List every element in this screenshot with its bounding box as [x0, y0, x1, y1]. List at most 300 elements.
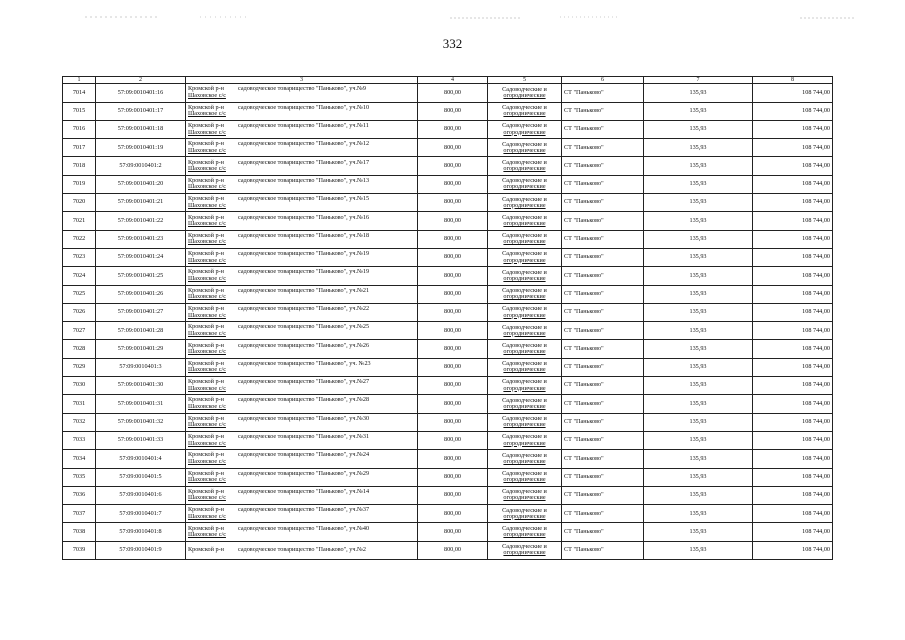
village-council: Шаховское с/с [188, 91, 226, 99]
owner: СТ "Паньково" [562, 120, 644, 138]
table-row [63, 322, 833, 340]
village-council: Шаховское с/с [188, 384, 226, 392]
specific-value: 135,93 [644, 395, 753, 413]
location-description: садоводческое товарищество "Паньково", уч.№15 [238, 195, 370, 203]
village-council: Шаховское с/с [188, 201, 226, 209]
land-use-line-2: огороднические [503, 549, 546, 557]
specific-value: 135,93 [644, 139, 753, 157]
location-cell [186, 303, 418, 321]
location-description: садоводческое товарищество "Паньково", уч.№22 [238, 305, 370, 312]
land-use-line-1: Садоводческие и [502, 524, 547, 532]
area: 800,00 [418, 248, 488, 266]
district: Кромской р-н [188, 396, 224, 404]
cadastral-value: 108 744,00 [753, 230, 833, 248]
village-council: Шаховское с/с [188, 110, 226, 118]
specific-value: 135,93 [644, 175, 753, 193]
row-number: 7034 [63, 450, 96, 468]
owner: СТ "Паньково" [562, 212, 644, 230]
cadastral-number: 57:09:0010401:21 [96, 194, 186, 212]
cadastral-value: 108 744,00 [753, 175, 833, 193]
table-row [63, 175, 833, 193]
location-cell [186, 157, 418, 175]
location-cell [186, 102, 418, 120]
column-number-row [63, 77, 833, 84]
cadastral-value: 108 744,00 [753, 267, 833, 285]
owner: СТ "Паньково" [562, 194, 644, 212]
district: Кромской р-н [188, 359, 224, 367]
owner: СТ "Паньково" [562, 139, 644, 157]
row-number: 7026 [63, 303, 96, 321]
village-council: Шаховское с/с [188, 531, 226, 539]
cadastral-value: 108 744,00 [753, 212, 833, 230]
village-council: Шаховское с/с [188, 220, 226, 228]
cadastral-value: 108 744,00 [753, 468, 833, 486]
owner: СТ "Паньково" [562, 230, 644, 248]
land-use-cell [488, 248, 562, 266]
cadastral-number: 57:09:0010401:30 [96, 377, 186, 395]
owner: СТ "Паньково" [562, 340, 644, 358]
village-council: Шаховское с/с [188, 421, 226, 429]
area: 800,00 [418, 486, 488, 504]
table-row [63, 541, 833, 559]
location-cell [186, 377, 418, 395]
table-row [63, 468, 833, 486]
land-use-line-2: огороднические [503, 201, 546, 209]
location-cell [186, 431, 418, 449]
owner: СТ "Паньково" [562, 303, 644, 321]
specific-value: 135,93 [644, 358, 753, 376]
land-use-line-1: Садоводческие и [502, 469, 547, 477]
land-use-line-2: огороднические [503, 91, 546, 99]
specific-value: 135,93 [644, 248, 753, 266]
location-description: садоводческое товарищество "Паньково", уч.№29 [238, 469, 370, 477]
row-number: 7035 [63, 468, 96, 486]
land-use-line-1: Садоводческие и [502, 177, 547, 185]
owner: СТ "Паньково" [562, 468, 644, 486]
location-cell [186, 358, 418, 376]
village-council: Шаховское с/с [188, 274, 226, 282]
table-row [63, 248, 833, 266]
village-council: Шаховское с/с [188, 457, 226, 465]
land-use-cell [488, 431, 562, 449]
table-row [63, 377, 833, 395]
area: 800,00 [418, 377, 488, 395]
table-row [63, 413, 833, 431]
district: Кромской р-н [188, 250, 224, 258]
location-description: садоводческое товарищество "Паньково", уч.№10 [238, 103, 370, 111]
cadastral-value: 108 744,00 [753, 84, 833, 102]
land-use-line-1: Садоводческие и [502, 451, 547, 459]
land-use-line-1: Садоводческие и [502, 506, 547, 514]
table-body [63, 84, 833, 560]
land-use-line-1: Садоводческие и [502, 122, 547, 130]
specific-value: 135,93 [644, 468, 753, 486]
location-description: садоводческое товарищество "Паньково", уч.№14 [238, 487, 370, 495]
location-cell [186, 139, 418, 157]
table-row [63, 303, 833, 321]
land-use-line-1: Садоводческие и [502, 341, 547, 349]
location-description: садоводческое товарищество "Паньково", уч.№19 [238, 250, 370, 258]
owner: СТ "Паньково" [562, 450, 644, 468]
cadastral-value: 108 744,00 [753, 395, 833, 413]
cadastral-number: 57:09:0010401:18 [96, 120, 186, 138]
land-use-line-2: огороднические [503, 183, 546, 191]
land-use-cell [488, 450, 562, 468]
specific-value: 135,93 [644, 431, 753, 449]
cadastral-number: 57:09:0010401:19 [96, 139, 186, 157]
cadastral-number: 57:09:0010401:25 [96, 267, 186, 285]
location-cell [186, 285, 418, 303]
table-row [63, 431, 833, 449]
land-use-line-2: огороднические [503, 274, 546, 282]
area: 800,00 [418, 212, 488, 230]
specific-value: 135,93 [644, 267, 753, 285]
cadastral-number: 57:09:0010401:24 [96, 248, 186, 266]
land-use-cell [488, 395, 562, 413]
district: Кромской р-н [188, 305, 224, 312]
row-number: 7015 [63, 102, 96, 120]
land-use-cell [488, 139, 562, 157]
land-use-line-2: огороднические [503, 439, 546, 447]
location-cell [186, 413, 418, 431]
area: 800,00 [418, 285, 488, 303]
land-use-line-1: Садоводческие и [502, 396, 547, 404]
table-row [63, 157, 833, 175]
row-number: 7031 [63, 395, 96, 413]
land-use-cell [488, 212, 562, 230]
area: 800,00 [418, 431, 488, 449]
table-row [63, 230, 833, 248]
land-use-line-2: огороднические [503, 311, 546, 319]
location-cell [186, 175, 418, 193]
village-council: Шаховское с/с [188, 311, 226, 319]
location-cell [186, 212, 418, 230]
area: 800,00 [418, 505, 488, 523]
land-use-line-2: огороднические [503, 494, 546, 502]
land-use-line-2: огороднические [503, 348, 546, 356]
location-cell [186, 84, 418, 102]
owner: СТ "Паньково" [562, 431, 644, 449]
village-council: Шаховское с/с [188, 165, 226, 173]
location-cell [186, 267, 418, 285]
land-use-line-2: огороднические [503, 146, 546, 154]
village-council: Шаховское с/с [188, 183, 226, 191]
location-description: садоводческое товарищество "Паньково", уч.№2 [238, 546, 367, 554]
area: 800,00 [418, 413, 488, 431]
land-use-cell [488, 102, 562, 120]
location-description: садоводческое товарищество "Паньково", уч.№40 [238, 524, 370, 532]
location-cell [186, 248, 418, 266]
location-cell [186, 230, 418, 248]
location-description: садоводческое товарищество "Паньково", уч.№28 [238, 396, 370, 404]
land-use-line-2: огороднические [503, 293, 546, 301]
village-council: Шаховское с/с [188, 256, 226, 264]
cadastral-value: 108 744,00 [753, 157, 833, 175]
village-council: Шаховское с/с [188, 238, 226, 246]
cadastral-number: 57:09:0010401:32 [96, 413, 186, 431]
area: 800,00 [418, 230, 488, 248]
location-description: садоводческое товарищество "Паньково", уч.№21 [238, 286, 370, 294]
cadastral-value: 108 744,00 [753, 523, 833, 541]
page-number: 332 [442, 36, 463, 51]
cadastral-number: 57:09:0010401:20 [96, 175, 186, 193]
district: Кромской р-н [188, 268, 224, 276]
row-number: 7024 [63, 267, 96, 285]
land-use-line-2: огороднические [503, 366, 546, 374]
district: Кромской р-н [188, 158, 224, 166]
land-use-line-2: огороднические [503, 402, 546, 410]
table-row [63, 267, 833, 285]
land-use-line-1: Садоводческие и [502, 140, 547, 148]
district: Кромской р-н [188, 487, 224, 495]
area: 800,00 [418, 139, 488, 157]
district: Кромской р-н [188, 323, 224, 331]
location-description: садоводческое товарищество "Паньково", уч.№12 [238, 140, 370, 148]
specific-value: 135,93 [644, 84, 753, 102]
column-number-8: 8 [753, 77, 833, 84]
row-number: 7037 [63, 505, 96, 523]
district: Кромской р-н [188, 546, 224, 554]
cadastral-value: 108 744,00 [753, 303, 833, 321]
district: Кромской р-н [188, 176, 224, 184]
cadastral-number: 57:09:0010401:33 [96, 431, 186, 449]
village-council: Шаховское с/с [188, 494, 226, 502]
land-use-line-1: Садоводческие и [502, 213, 547, 221]
table-row [63, 523, 833, 541]
column-number-5: 5 [488, 77, 562, 84]
column-number-1: 1 [63, 77, 96, 84]
cadastral-number: 57:09:0010401:7 [96, 505, 186, 523]
location-cell [186, 194, 418, 212]
area: 800,00 [418, 541, 488, 559]
owner: СТ "Паньково" [562, 486, 644, 504]
land-use-line-2: огороднические [503, 512, 546, 520]
owner: СТ "Паньково" [562, 157, 644, 175]
location-description: садоводческое товарищество "Паньково", уч.№31 [238, 433, 370, 441]
land-use-line-2: огороднические [503, 110, 546, 118]
land-use-line-1: Садоводческие и [502, 195, 547, 203]
land-use-cell [488, 194, 562, 212]
location-cell [186, 486, 418, 504]
owner: СТ "Паньково" [562, 102, 644, 120]
owner: СТ "Паньково" [562, 322, 644, 340]
cadastral-value: 108 744,00 [753, 139, 833, 157]
land-use-cell [488, 175, 562, 193]
land-use-line-1: Садоводческие и [502, 268, 547, 276]
cadastral-value: 108 744,00 [753, 102, 833, 120]
table-row [63, 194, 833, 212]
land-use-line-2: огороднические [503, 128, 546, 136]
owner: СТ "Паньково" [562, 413, 644, 431]
land-use-line-2: огороднические [503, 220, 546, 228]
location-description: садоводческое товарищество "Паньково", уч. №23 [238, 359, 371, 367]
cadastral-value: 108 744,00 [753, 541, 833, 559]
cadastral-value: 108 744,00 [753, 194, 833, 212]
district: Кромской р-н [188, 195, 224, 203]
land-use-line-1: Садоводческие и [502, 543, 547, 551]
area: 800,00 [418, 267, 488, 285]
row-number: 7032 [63, 413, 96, 431]
land-use-line-2: огороднические [503, 329, 546, 337]
scan-artifact-marks [0, 14, 905, 20]
cadastral-number: 57:09:0010401:2 [96, 157, 186, 175]
cadastral-number: 57:09:0010401:3 [96, 358, 186, 376]
district: Кромской р-н [188, 433, 224, 441]
land-use-line-2: огороднические [503, 531, 546, 539]
table-row [63, 505, 833, 523]
land-use-line-1: Садоводческие и [502, 488, 547, 496]
land-use-line-1: Садоводческие и [502, 85, 547, 93]
land-use-cell [488, 303, 562, 321]
row-number: 7014 [63, 84, 96, 102]
table-row [63, 139, 833, 157]
cadastral-value: 108 744,00 [753, 285, 833, 303]
cadastral-value: 108 744,00 [753, 486, 833, 504]
row-number: 7038 [63, 523, 96, 541]
specific-value: 135,93 [644, 322, 753, 340]
location-cell [186, 322, 418, 340]
land-use-cell [488, 413, 562, 431]
location-description: садоводческое товарищество "Паньково", уч.№30 [238, 414, 370, 422]
district: Кромской р-н [188, 378, 224, 386]
row-number: 7033 [63, 431, 96, 449]
district: Кромской р-н [188, 213, 224, 221]
land-use-cell [488, 468, 562, 486]
district: Кромской р-н [188, 286, 224, 294]
column-number-6: 6 [562, 77, 644, 84]
land-use-line-2: огороднические [503, 256, 546, 264]
district: Кромской р-н [188, 414, 224, 422]
row-number: 7018 [63, 157, 96, 175]
location-description: садоводческое товарищество "Паньково", уч.№13 [238, 176, 370, 184]
row-number: 7027 [63, 322, 96, 340]
area: 800,00 [418, 175, 488, 193]
row-number: 7023 [63, 248, 96, 266]
column-number-7: 7 [644, 77, 753, 84]
land-use-line-2: огороднические [503, 476, 546, 484]
cadastral-value: 108 744,00 [753, 248, 833, 266]
specific-value: 135,93 [644, 303, 753, 321]
land-use-line-2: огороднические [503, 165, 546, 173]
cadastral-number: 57:09:0010401:28 [96, 322, 186, 340]
cadastral-number: 57:09:0010401:17 [96, 102, 186, 120]
area: 800,00 [418, 395, 488, 413]
cadastral-number: 57:09:0010401:5 [96, 468, 186, 486]
table-row [63, 102, 833, 120]
cadastral-number: 57:09:0010401:26 [96, 285, 186, 303]
owner: СТ "Паньково" [562, 395, 644, 413]
owner: СТ "Паньково" [562, 377, 644, 395]
area: 800,00 [418, 523, 488, 541]
cadastral-number: 57:09:0010401:27 [96, 303, 186, 321]
location-cell [186, 120, 418, 138]
district: Кромской р-н [188, 140, 224, 148]
cadastral-value: 108 744,00 [753, 322, 833, 340]
location-cell [186, 450, 418, 468]
land-use-cell [488, 541, 562, 559]
land-use-line-2: огороднические [503, 384, 546, 392]
land-use-cell [488, 358, 562, 376]
specific-value: 135,93 [644, 523, 753, 541]
table-row [63, 212, 833, 230]
location-description: садоводческое товарищество "Паньково", уч.№17 [238, 158, 370, 166]
location-description: садоводческое товарищество "Паньково", уч.№11 [238, 122, 369, 130]
table-row [63, 285, 833, 303]
table-row [63, 395, 833, 413]
specific-value: 135,93 [644, 340, 753, 358]
cadastral-value: 108 744,00 [753, 358, 833, 376]
district: Кромской р-н [188, 469, 224, 477]
cadastral-value: 108 744,00 [753, 120, 833, 138]
land-use-cell [488, 340, 562, 358]
specific-value: 135,93 [644, 541, 753, 559]
row-number: 7025 [63, 285, 96, 303]
land-use-cell [488, 377, 562, 395]
land-use-line-1: Садоводческие и [502, 158, 547, 166]
row-number: 7039 [63, 541, 96, 559]
cadastral-number: 57:09:0010401:4 [96, 450, 186, 468]
area: 800,00 [418, 468, 488, 486]
village-council: Шаховское с/с [188, 439, 226, 447]
row-number: 7017 [63, 139, 96, 157]
district: Кромской р-н [188, 506, 224, 514]
village-council: Шаховское с/с [188, 366, 226, 374]
location-cell [186, 395, 418, 413]
cadastral-value: 108 744,00 [753, 450, 833, 468]
land-use-line-1: Садоводческие и [502, 433, 547, 441]
location-cell [186, 505, 418, 523]
location-cell [186, 541, 418, 559]
land-use-line-1: Садоводческие и [502, 104, 547, 112]
row-number: 7020 [63, 194, 96, 212]
district: Кромской р-н [188, 85, 224, 93]
table-row [63, 486, 833, 504]
location-description: садоводческое товарищество "Паньково", уч.№24 [238, 451, 370, 459]
cadastral-value: 108 744,00 [753, 413, 833, 431]
land-use-line-1: Садоводческие и [502, 360, 547, 368]
row-number: 7028 [63, 340, 96, 358]
village-council: Шаховское с/с [188, 348, 226, 356]
area: 800,00 [418, 120, 488, 138]
specific-value: 135,93 [644, 230, 753, 248]
land-use-cell [488, 267, 562, 285]
area: 800,00 [418, 84, 488, 102]
district: Кромской р-н [188, 231, 224, 239]
specific-value: 135,93 [644, 102, 753, 120]
district: Кромской р-н [188, 341, 224, 349]
land-registry-table [62, 76, 833, 560]
land-use-line-1: Садоводческие и [502, 415, 547, 423]
cadastral-number: 57:09:0010401:23 [96, 230, 186, 248]
location-cell [186, 340, 418, 358]
owner: СТ "Паньково" [562, 84, 644, 102]
specific-value: 135,93 [644, 450, 753, 468]
area: 800,00 [418, 102, 488, 120]
land-use-line-1: Садоводческие и [502, 232, 547, 240]
specific-value: 135,93 [644, 285, 753, 303]
land-use-cell [488, 230, 562, 248]
cadastral-value: 108 744,00 [753, 377, 833, 395]
district: Кромской р-н [188, 103, 224, 111]
row-number: 7016 [63, 120, 96, 138]
owner: СТ "Паньково" [562, 541, 644, 559]
area: 800,00 [418, 303, 488, 321]
table-row [63, 340, 833, 358]
land-use-cell [488, 84, 562, 102]
location-description: садоводческое товарищество "Паньково", уч.№16 [238, 213, 370, 221]
table-row [63, 358, 833, 376]
specific-value: 135,93 [644, 120, 753, 138]
